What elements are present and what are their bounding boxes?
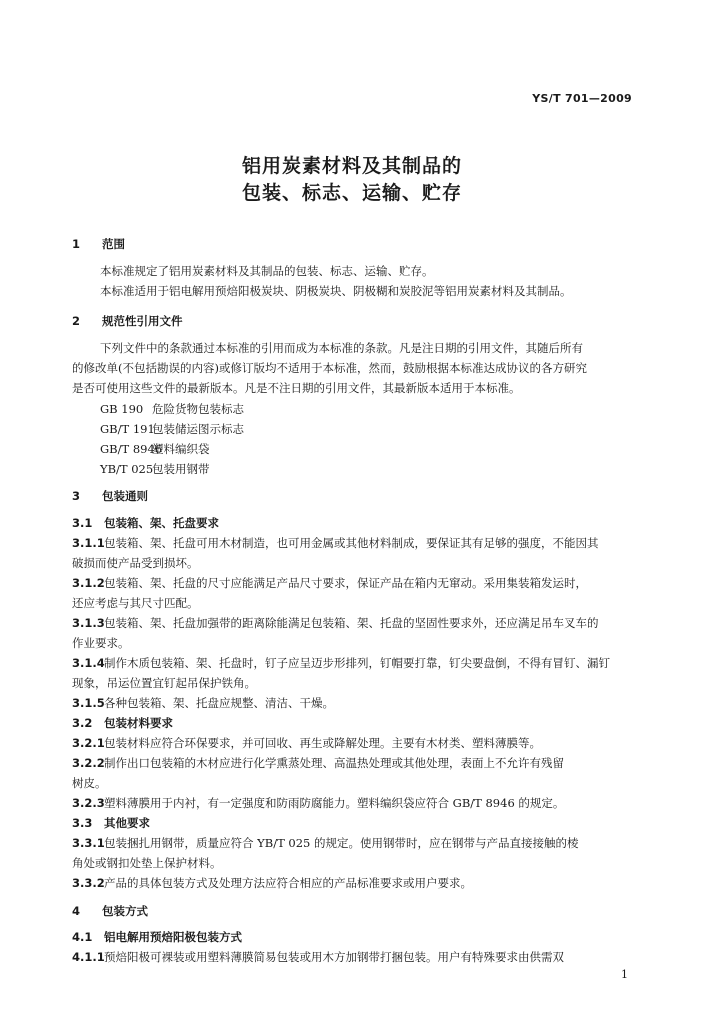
clause-3-3-heading [72, 815, 644, 831]
reference-title: 危险货物包装标志 [152, 402, 244, 416]
clause-text: 包装材料应符合环保要求，并可回收、再生或降解处理。主要有木材类、塑料薄膜等。 [104, 736, 541, 750]
section-2-heading [72, 313, 644, 329]
clause-3-3-1-line-2: 角处或钢扣处垫上保护材料。 [72, 856, 222, 870]
reference-item [100, 441, 644, 457]
clause-3-2-2-line-2: 树皮。 [72, 776, 107, 790]
clause-title: 其他要求 [104, 816, 150, 830]
clause-number: 3.1.1 [72, 536, 105, 550]
reference-code: YB/T 025 [100, 462, 154, 476]
clause-number: 3.3.1 [72, 836, 105, 850]
section-title: 包装方式 [102, 904, 148, 918]
clause-number: 3.2.3 [72, 796, 105, 810]
clause-text: 包装箱、架、托盘的尺寸应能满足产品尺寸要求，保证产品在箱内无窜动。采用集装箱发运时， [104, 576, 587, 590]
section-number: 1 [72, 237, 81, 251]
clause-text: 制作出口包装箱的木材应进行化学熏蒸处理、高温热处理或其他处理，表面上不允许有残留 [104, 756, 564, 770]
section-number: 3 [72, 489, 81, 503]
clause-number: 3.2 [72, 716, 93, 730]
clause-text: 预焙阳极可裸装或用塑料薄膜简易包装或用木方加钢带打捆包装。用户有特殊要求由供需双 [104, 950, 564, 964]
clause-number: 3.1.3 [72, 616, 105, 630]
clause-3-1-4-line-1 [72, 655, 644, 671]
clause-4-1-1-line-1 [72, 949, 624, 965]
clause-3-1-2-line-2: 还应考虑与其尺寸匹配。 [72, 596, 199, 610]
clause-3-1-1-line-1 [72, 535, 644, 551]
section-title: 包装通则 [102, 489, 148, 503]
clause-text: 包装箱、架、托盘可用木材制造，也可用金属或其他材料制成，要保证其有足够的强度，不能因其 [104, 536, 599, 550]
clause-3-1-3-line-1 [72, 615, 644, 631]
clause-title: 包装箱、架、托盘要求 [104, 516, 219, 530]
clause-text: 产品的具体包装方式及处理方法应符合相应的产品标准要求或用户要求。 [104, 876, 472, 890]
document-title-line-2: 包装、标志、运输、贮存 [241, 182, 462, 204]
clause-3-3-1-line-1 [72, 835, 644, 851]
section-title: 范围 [102, 237, 125, 251]
reference-title: 塑料编织袋 [152, 442, 210, 456]
reference-item [100, 461, 644, 477]
clause-number: 3.3 [72, 816, 93, 830]
reference-item [100, 401, 644, 417]
section-title: 规范性引用文件 [102, 314, 183, 328]
page-number: 1 [621, 968, 628, 981]
clause-number: 3.3.2 [72, 876, 105, 890]
s2-paragraph-line-3: 是否可使用这些文件的最新版本。凡是不注日期的引用文件，其最新版本适用于本标准。 [72, 381, 521, 395]
clause-title: 铝电解用预焙阳极包装方式 [104, 930, 242, 944]
clause-3-1-heading [72, 515, 644, 531]
section-4-heading [72, 903, 644, 919]
reference-item [100, 421, 644, 437]
section-number: 2 [72, 314, 81, 328]
reference-title: 包装用钢带 [152, 462, 210, 476]
clause-3-1-2-line-1 [72, 575, 644, 591]
clause-text: 各种包装箱、架、托盘应规整、清洁、干燥。 [104, 696, 334, 710]
clause-number: 4.1.1 [72, 950, 105, 964]
clause-4-1-heading [72, 929, 644, 945]
s1-paragraph-2: 本标准适用于铝电解用预焙阳极炭块、阴极炭块、阴极糊和炭胶泥等铝用炭素材料及其制品。 [100, 284, 572, 298]
s2-paragraph-line-1: 下列文件中的条款通过本标准的引用而成为本标准的条款。凡是注日期的引用文件，其随后所有 [100, 341, 583, 355]
clause-3-1-3-line-2: 作业要求。 [72, 636, 130, 650]
clause-3-2-heading [72, 715, 644, 731]
clause-3-2-2-line-1 [72, 755, 644, 771]
clause-3-1-5 [72, 695, 644, 711]
clause-3-1-4-line-2: 现象，吊运位置宜钉起吊保护铁角。 [72, 676, 256, 690]
clause-title: 包装材料要求 [104, 716, 173, 730]
reference-title: 包装储运图示标志 [152, 422, 244, 436]
s1-paragraph-1: 本标准规定了铝用炭素材料及其制品的包装、标志、运输、贮存。 [100, 264, 434, 278]
clause-number: 3.1.2 [72, 576, 105, 590]
clause-text: 制作木质包装箱、架、托盘时，钉子应呈迈步形排列，钉帽要打靠，钉尖要盘倒，不得有冒钉、漏钉 [104, 656, 610, 670]
clause-number: 4.1 [72, 930, 93, 944]
reference-code: GB/T 8946 [100, 442, 163, 456]
section-1-heading [72, 236, 644, 252]
standard-number: YS/T 701—2009 [532, 92, 632, 105]
clause-number: 3.2.1 [72, 736, 105, 750]
clause-3-3-2 [72, 875, 644, 891]
s2-paragraph-line-2: 的修改单(不包括勘误的内容)或修订版均不适用于本标准，然而，鼓励根据本标准达成协议的各方研究 [72, 361, 587, 375]
clause-number: 3.1 [72, 516, 93, 530]
clause-3-2-1 [72, 735, 644, 751]
clause-number: 3.1.5 [72, 696, 105, 710]
clause-3-1-1-line-2: 破损而使产品受到损坏。 [72, 556, 199, 570]
document-title-line-1: 铝用炭素材料及其制品的 [241, 155, 462, 177]
clause-text: 塑料薄膜用于内衬，有一定强度和防雨防腐能力。塑料编织袋应符合 GB/T 8946 的规定。 [104, 796, 565, 810]
clause-number: 3.1.4 [72, 656, 105, 670]
reference-code: GB 190 [100, 402, 144, 416]
clause-3-2-3 [72, 795, 644, 811]
section-number: 4 [72, 904, 81, 918]
clause-text: 包装捆扎用钢带，质量应符合 YB/T 025 的规定。使用钢带时，应在钢带与产品直接接触的棱 [104, 836, 579, 850]
clause-text: 包装箱、架、托盘加强带的距离除能满足包装箱、架、托盘的坚固性要求外，还应满足吊车叉车的 [104, 616, 599, 630]
reference-code: GB/T 191 [100, 422, 155, 436]
clause-number: 3.2.2 [72, 756, 105, 770]
section-3-heading [72, 488, 644, 504]
